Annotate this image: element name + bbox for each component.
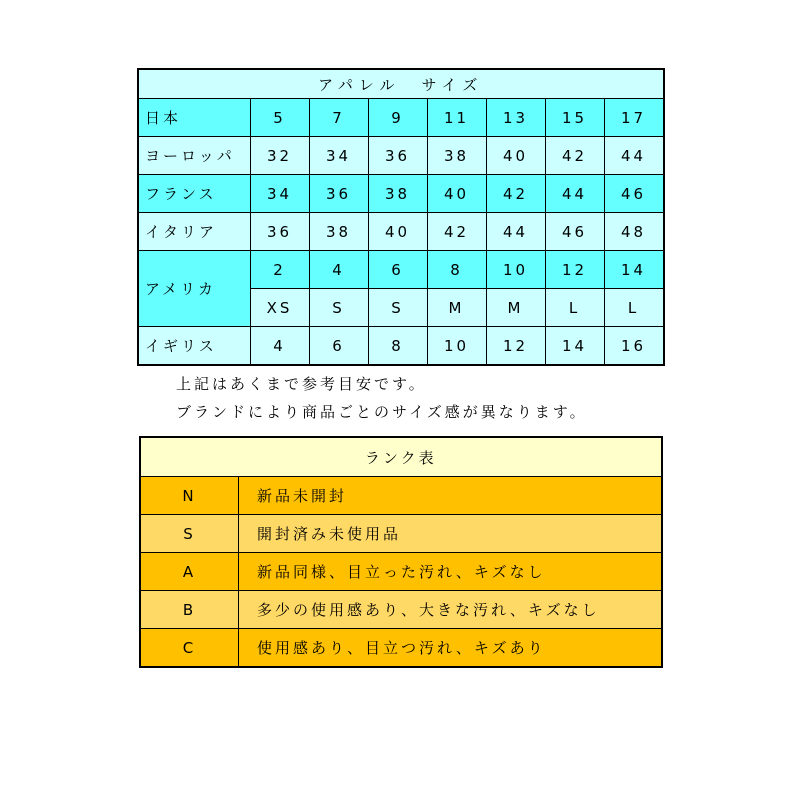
size-cell: 6 xyxy=(309,327,368,366)
size-cell: 9 xyxy=(368,99,427,137)
size-cell: 42 xyxy=(545,137,604,175)
rank-description: 開封済み未使用品 xyxy=(239,515,662,553)
rank-row xyxy=(140,591,662,629)
size-cell: 16 xyxy=(604,327,664,366)
size-cell: 10 xyxy=(486,251,545,289)
size-cell: 48 xyxy=(604,213,664,251)
size-cell: 38 xyxy=(309,213,368,251)
size-row-italy xyxy=(138,213,664,251)
size-cell: S xyxy=(309,289,368,327)
rank-description: 多少の使用感あり、大きな汚れ、キズなし xyxy=(239,591,662,629)
size-cell: 10 xyxy=(427,327,486,366)
size-cell: 14 xyxy=(545,327,604,366)
size-cell: 4 xyxy=(309,251,368,289)
size-row-europe xyxy=(138,137,664,175)
size-cell: S xyxy=(368,289,427,327)
size-cell: L xyxy=(604,289,664,327)
size-cell: M xyxy=(486,289,545,327)
rank-table xyxy=(139,436,663,668)
size-cell: 34 xyxy=(250,175,309,213)
size-cell: 2 xyxy=(250,251,309,289)
rank-row xyxy=(140,477,662,515)
size-cell: 11 xyxy=(427,99,486,137)
note-reference: 上記はあくまで参考目安です。 xyxy=(176,375,427,393)
size-cell: 40 xyxy=(486,137,545,175)
rank-row xyxy=(140,515,662,553)
size-cell: 15 xyxy=(545,99,604,137)
size-cell: XS xyxy=(250,289,309,327)
size-cell: 17 xyxy=(604,99,664,137)
size-row-japan xyxy=(138,99,664,137)
rank-table-title: ランク表 xyxy=(140,437,662,477)
rank-code: N xyxy=(140,477,239,515)
size-cell: L xyxy=(545,289,604,327)
size-cell: 32 xyxy=(250,137,309,175)
size-cell: 44 xyxy=(604,137,664,175)
size-cell: 7 xyxy=(309,99,368,137)
size-cell: 42 xyxy=(427,213,486,251)
rank-code: B xyxy=(140,591,239,629)
size-table-title: アパレル サイズ xyxy=(138,69,664,99)
size-cell: 42 xyxy=(486,175,545,213)
size-cell: 38 xyxy=(368,175,427,213)
size-cell: 12 xyxy=(545,251,604,289)
size-cell: 46 xyxy=(545,213,604,251)
size-cell: 13 xyxy=(486,99,545,137)
row-label: ヨーロッパ xyxy=(138,137,250,175)
rank-table-header-row xyxy=(140,437,662,477)
size-cell: 44 xyxy=(486,213,545,251)
size-cell: 12 xyxy=(486,327,545,366)
size-row-uk xyxy=(138,327,664,366)
rank-description: 新品未開封 xyxy=(239,477,662,515)
row-label: フランス xyxy=(138,175,250,213)
row-label: 日本 xyxy=(138,99,250,137)
rank-row xyxy=(140,629,662,668)
row-label: アメリカ xyxy=(138,251,250,327)
size-table xyxy=(137,68,665,366)
size-cell: 8 xyxy=(368,327,427,366)
size-cell: 38 xyxy=(427,137,486,175)
rank-row xyxy=(140,553,662,591)
size-cell: 36 xyxy=(309,175,368,213)
rank-code: A xyxy=(140,553,239,591)
size-cell: 40 xyxy=(427,175,486,213)
size-cell: 40 xyxy=(368,213,427,251)
row-label: イタリア xyxy=(138,213,250,251)
size-row-france xyxy=(138,175,664,213)
rank-code: S xyxy=(140,515,239,553)
size-cell: 5 xyxy=(250,99,309,137)
rank-description: 使用感あり、目立つ汚れ、キズあり xyxy=(239,629,662,668)
size-cell: 6 xyxy=(368,251,427,289)
rank-description: 新品同様、目立った汚れ、キズなし xyxy=(239,553,662,591)
size-cell: 4 xyxy=(250,327,309,366)
size-row-america xyxy=(138,251,664,289)
row-label: イギリス xyxy=(138,327,250,366)
size-cell: 8 xyxy=(427,251,486,289)
rank-code: C xyxy=(140,629,239,668)
size-cell: 36 xyxy=(250,213,309,251)
size-cell: 34 xyxy=(309,137,368,175)
note-brand-variation: ブランドにより商品ごとのサイズ感が異なります。 xyxy=(176,403,588,421)
size-cell: M xyxy=(427,289,486,327)
size-table-header-row xyxy=(138,69,664,99)
size-cell: 36 xyxy=(368,137,427,175)
size-cell: 44 xyxy=(545,175,604,213)
size-cell: 14 xyxy=(604,251,664,289)
size-cell: 46 xyxy=(604,175,664,213)
